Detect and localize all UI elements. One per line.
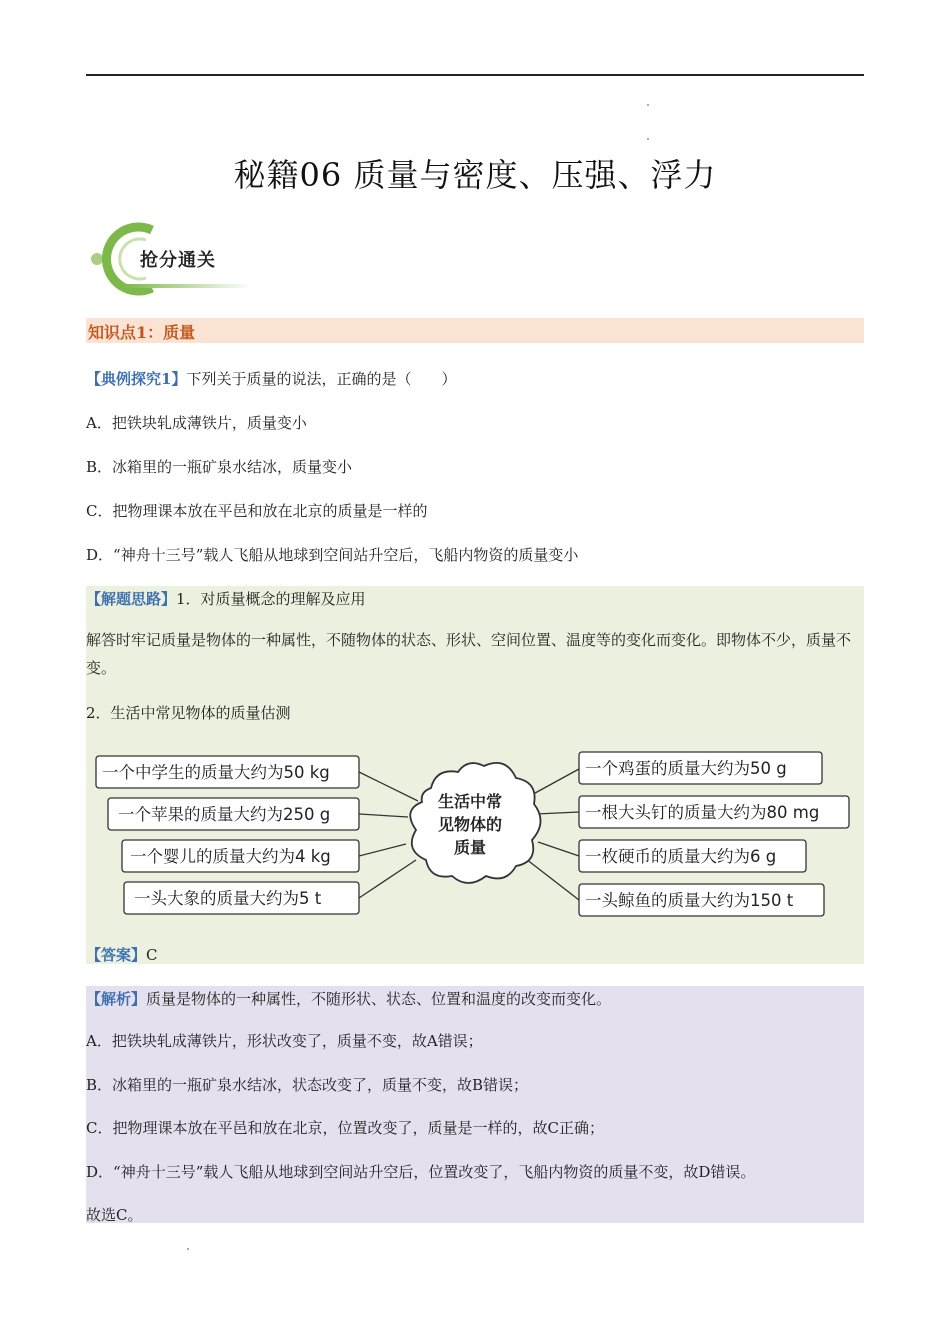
option-a: A．把铁块轧成薄铁片，质量变小 [86, 414, 307, 432]
speck [647, 138, 649, 140]
answer-value: C [146, 946, 158, 964]
analysis-panel [86, 986, 864, 1223]
option-d: D．“神舟十三号”载人飞船从地球到空间站升空后，飞船内物资的质量变小 [86, 546, 579, 564]
option-b: B．冰箱里的一瓶矿泉水结冰，质量变小 [86, 458, 353, 476]
right-item-1: 一个鸡蛋的质量大约为50 g [585, 759, 787, 778]
analysis-line-c: C．把物理课本放在平邑和放在北京，位置改变了，质量是一样的，故C正确； [86, 1119, 604, 1137]
right-item-4: 一头鲸鱼的质量大约为150 t [585, 891, 794, 910]
speck [647, 104, 649, 106]
question-stem: 下列关于质量的说法，正确的是（ ） [186, 370, 457, 388]
analysis-line-b: B．冰箱里的一瓶矿泉水结冰，状态改变了，质量不变，故B错误； [86, 1076, 529, 1094]
analysis-intro-line [86, 988, 611, 1009]
left-item-4: 一头大象的质量大约为5 t [134, 889, 322, 908]
option-c: C．把物理课本放在平邑和放在北京的质量是一样的 [86, 502, 428, 520]
thinking-panel [86, 586, 864, 964]
badge-label: 抢分通关 [140, 250, 216, 271]
thinking-point1-line [86, 588, 366, 609]
analysis-line-d: D．“神舟十三号”载人飞船从地球到空间站升空后，位置改变了，飞船内物资的质量不变，故D错误。 [86, 1163, 756, 1181]
page-title: 秘籍06 质量与密度、压强、浮力 [233, 156, 717, 194]
center-label-line2: 见物体的 [437, 815, 503, 834]
analysis-line-a: A．把铁块轧成薄铁片，形状改变了，质量不变，故A错误； [86, 1032, 483, 1050]
thinking-tag: 【解题思路】 [86, 590, 177, 608]
analysis-conclusion: 故选C。 [86, 1206, 143, 1224]
question-stem-line [86, 368, 456, 389]
left-item-2: 一个苹果的质量大约为250 g [118, 805, 331, 824]
right-item-3: 一枚硬币的质量大约为6 g [585, 847, 777, 866]
analysis-intro: 质量是物体的一种属性，不随形状、状态、位置和温度的改变而变化。 [146, 990, 612, 1008]
mass-estimation-diagram [86, 744, 864, 924]
header-rule [86, 74, 864, 76]
center-label-line3: 质量 [453, 838, 487, 857]
thinking-paragraph: 解答时牢记质量是物体的一种属性，不随物体的状态、形状、空间位置、温度等的变化而变化。即物体不少，质量不变。 [86, 631, 852, 677]
section-badge [86, 222, 256, 296]
center-label-line1: 生活中常 [437, 792, 503, 811]
thinking-point2: 2．生活中常见物体的质量估测 [86, 704, 291, 722]
answer-tag: 【答案】 [86, 946, 147, 964]
answer-line [86, 944, 158, 965]
right-item-2: 一根大头钉的质量大约为80 mg [585, 803, 820, 822]
knowledge-point-bar [86, 318, 864, 343]
question-tag: 【典例探究1】 [86, 370, 187, 388]
thinking-point1: 1．对质量概念的理解及应用 [176, 590, 366, 608]
left-item-3: 一个婴儿的质量大约为4 kg [130, 847, 331, 866]
speck [187, 1248, 189, 1250]
knowledge-point-title: 知识点1：质量 [88, 323, 196, 342]
left-item-1: 一个中学生的质量大约为50 kg [102, 763, 330, 782]
analysis-tag: 【解析】 [86, 990, 147, 1008]
